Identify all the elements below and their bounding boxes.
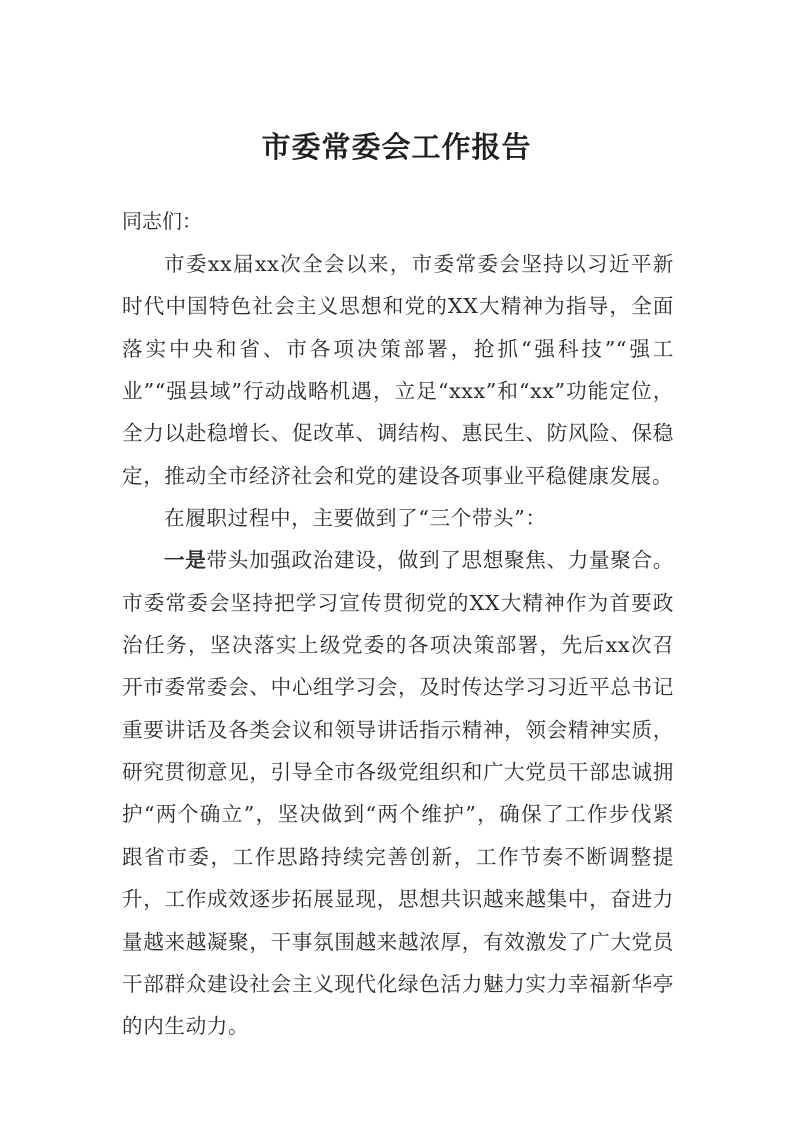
document-body xyxy=(122,243,674,1048)
document-title: 市委常委会工作报告 xyxy=(261,130,532,164)
paragraph-first-point-lead: 一是 xyxy=(164,548,207,573)
paragraph-first-point-text: 带头加强政治建设，做到了思想聚焦、力量聚合。市委常委会坚持把学习宣传贯彻党的XX大精神作为首要政治任务，坚决落实上级党委的各项决策部署，先后xx次召开市委常委会、中心组学习会，及时传达学习习近平总书记重要讲话及各类会议和领导讲话指示精神，领会精神实质，研究贯彻意见，引导全市各级党组织和广大党员干部忠诚拥护“两个确立”，坚决做到“两个维护”，确保了工作步伐紧跟省市委，工作思路持续完善创新，工作节奏不断调整提升，工作成效逐步拓展显现，思想共识越来越集中，奋进力量越来越凝聚，干事氛围越来越浓厚，有效激发了广大党员干部群众建设社会主义现代化绿色活力魅力实力幸福新华亭的内生动力。 xyxy=(122,548,675,1039)
paragraph-three-leads-text: 在履职过程中，主要做到了“三个带头”： xyxy=(164,506,547,531)
paragraph-intro xyxy=(122,243,674,497)
paragraph-first-point xyxy=(122,539,674,1047)
salutation: 同志们： xyxy=(122,209,202,233)
paragraph-three-leads xyxy=(122,497,674,539)
paragraph-intro-text: 市委xx届xx次全会以来，市委常委会坚持以习近平新时代中国特色社会主义思想和党的XX大精神为指导，全面落实中央和省、市各项决策部署，抢抓“强科技”“强工业”“强县域”行动战略机遇，立足“xxx”和“xx”功能定位，全力以赴稳增长、促改革、调结构、惠民生、防风险、保稳定，推动全市经济社会和党的建设各项事业平稳健康发展。 xyxy=(122,252,674,488)
